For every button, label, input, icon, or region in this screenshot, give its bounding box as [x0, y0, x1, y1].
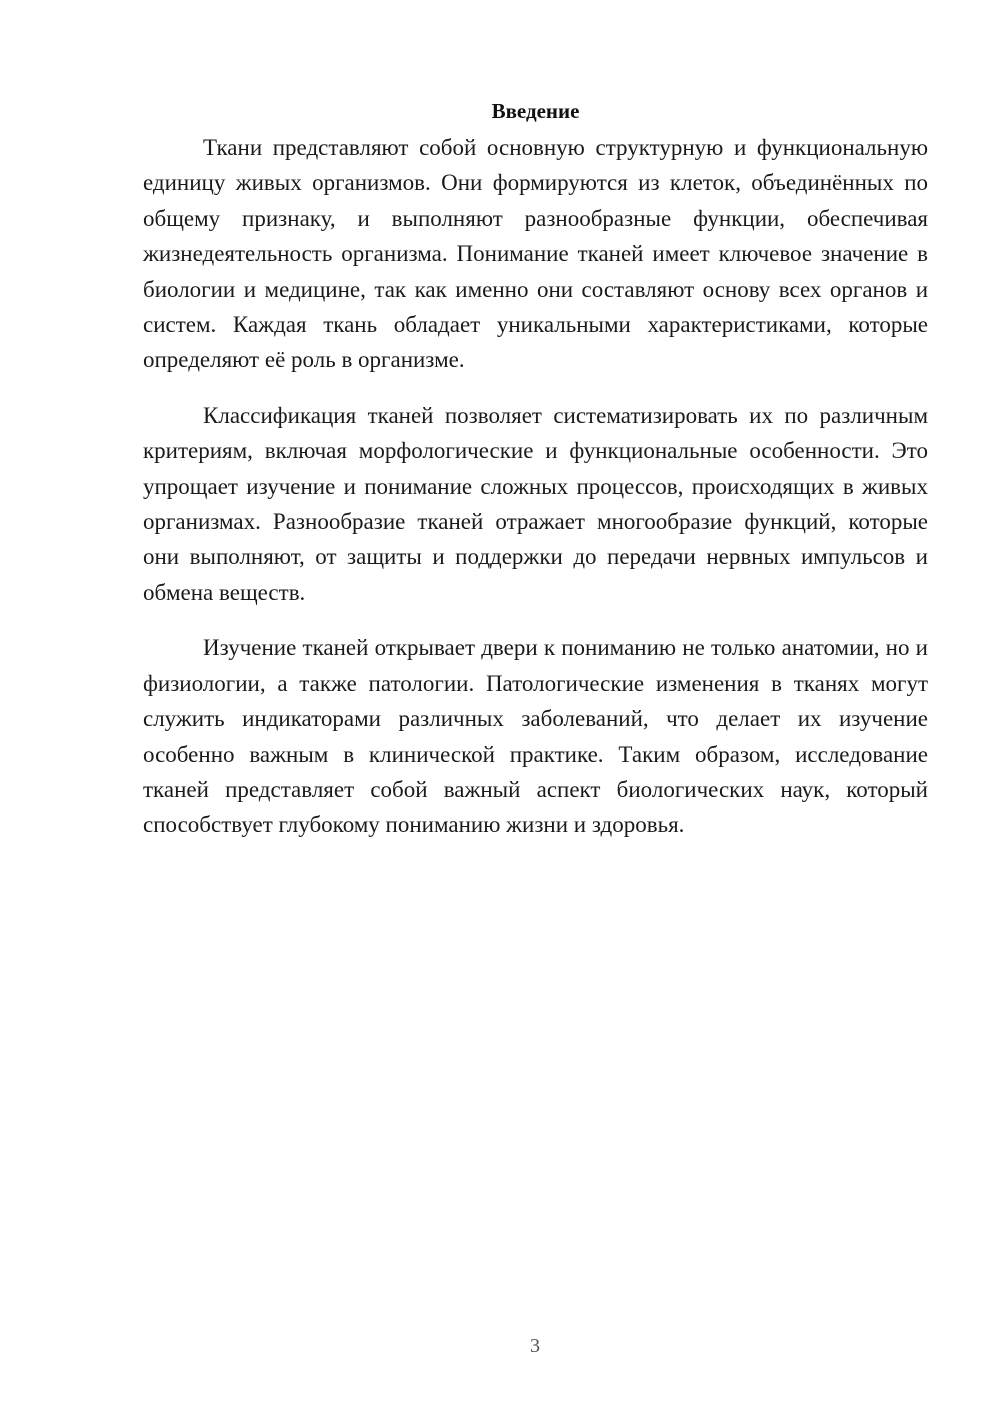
page-content [143, 96, 928, 863]
page-number: 3 [530, 1335, 540, 1357]
paragraph-3: Изучение тканей открывает двери к пониманию не только анатомии, но и физиологии, а также патологии. Патологические изменения в тканях могут служить индикаторами различных заболеваний, что делает их изучение особенно важным в клинической практике. Таким образом, исследование тканей представляет собой важный аспект биологических наук, который способствует глубокому пониманию жизни и здоровья. [143, 635, 928, 838]
section-heading: Введение [491, 99, 580, 123]
paragraph-1: Ткани представляют собой основную структурную и функциональную единицу живых организмов. Они формируются из клеток, объединённых по общему признаку, и выполняют разнообразные функции, обеспечивая жизнедеятельность организма. Понимание тканей имеет ключевое значение в биологии и медицине, так как именно они составляют основу всех органов и систем. Каждая ткань обладает уникальными характеристиками, которые определяют её роль в организме. [143, 135, 928, 373]
paragraph-2: Классификация тканей позволяет систематизировать их по различным критериям, включая морфологические и функциональные особенности. Это упрощает изучение и понимание сложных процессов, происходящих в живых организмах. Разнообразие тканей отражает многообразие функций, которые они выполняют, от защиты и поддержки до передачи нервных импульсов и обмена веществ. [143, 402, 928, 605]
